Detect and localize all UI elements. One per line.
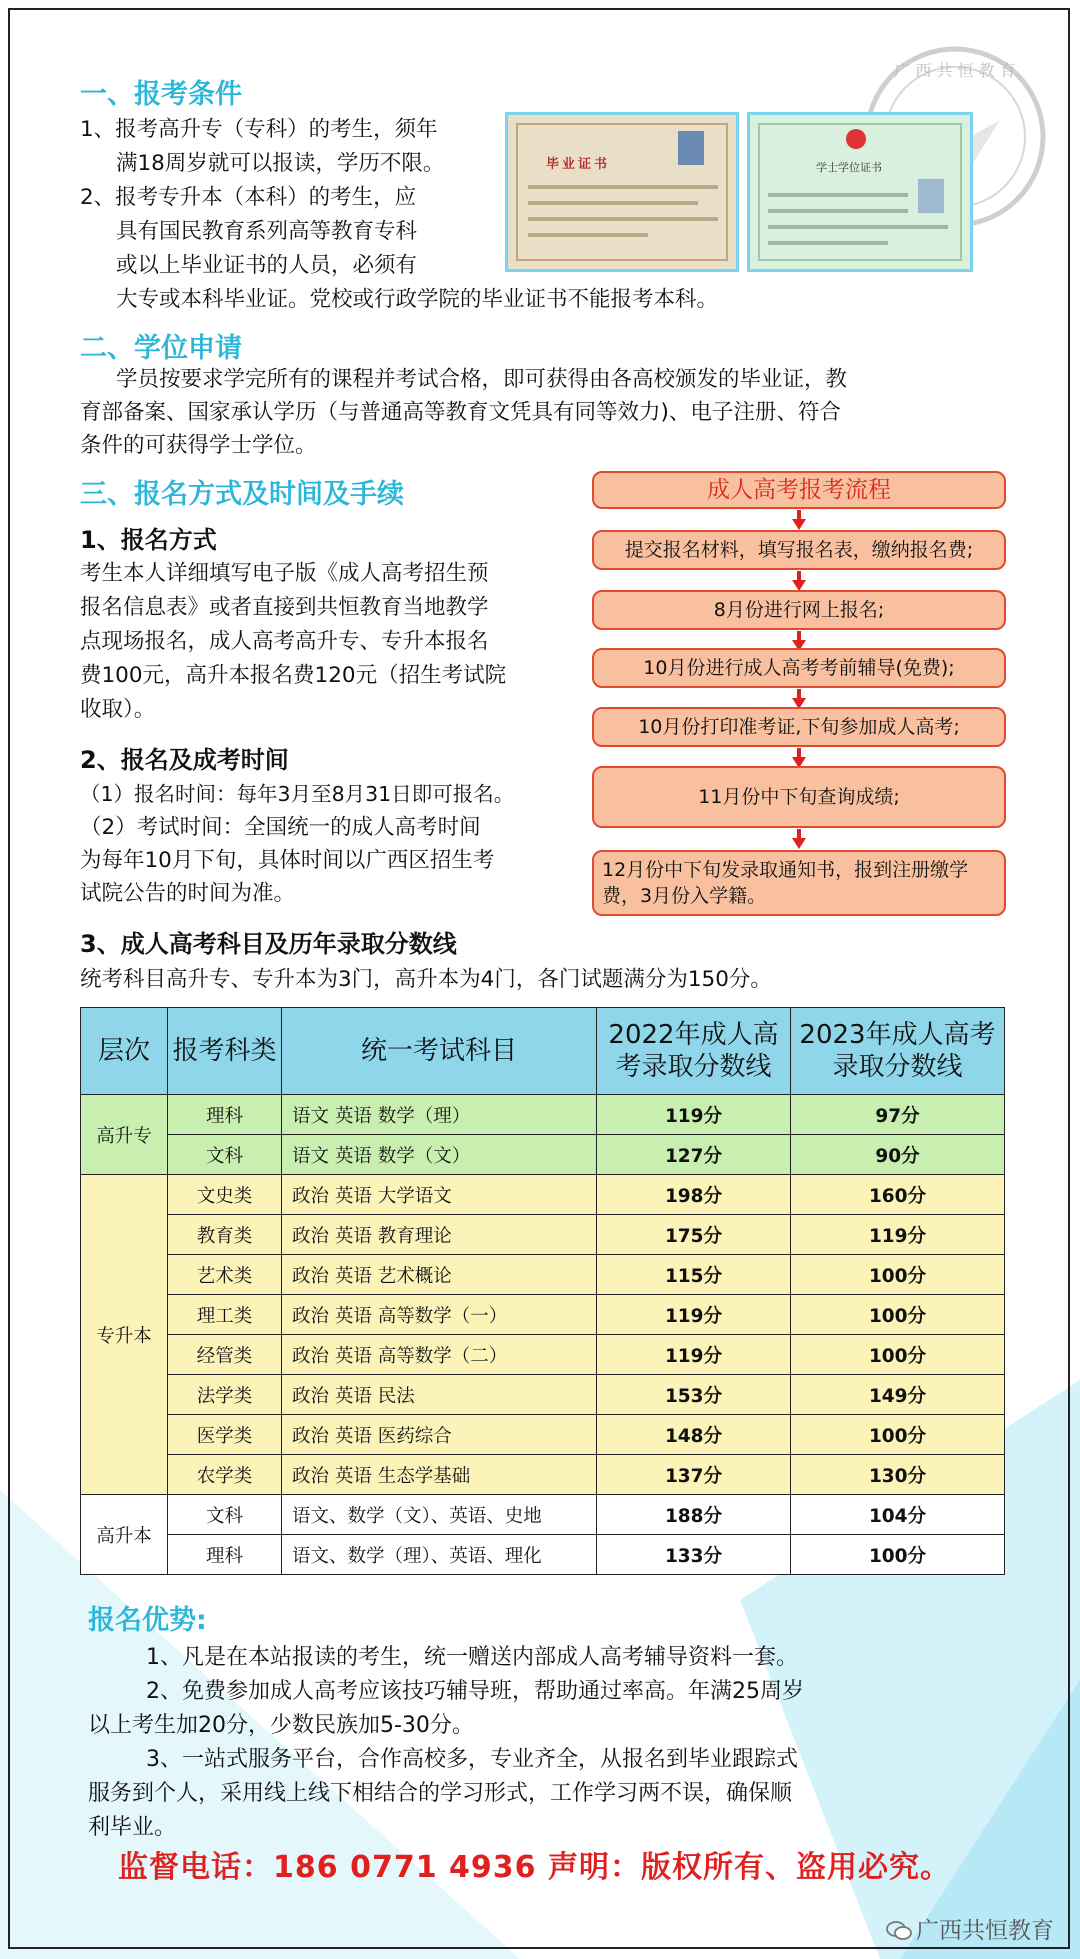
adv-line-4: 3、一站式服务平台，合作高校多，专业齐全，从报名到毕业跟踪式 [146,1747,798,1772]
section2-line-2: 育部备案、国家承认学历（与普通高等教育文凭具有同等效力)、电子注册、符合 [80,400,841,425]
flow-arrow-icon [792,510,806,530]
section1-heading: 一、报考条件 [80,79,242,110]
cell-score-2022: 127分 [597,1135,791,1175]
cell-category: 文科 [168,1135,282,1175]
flow-title: 成人高考报考流程 [592,471,1006,509]
cell-category: 理工类 [168,1295,282,1335]
section2-line-1: 学员按要求学完所有的课程并考试合格，即可获得由各高校颁发的毕业证，教 [116,367,848,392]
cell-subjects: 语文 英语 数学（文） [282,1135,597,1175]
section1-line-3: 2、报考专升本（本科）的考生，应 [80,185,417,210]
cell-score-2022: 148分 [597,1415,791,1455]
cell-category: 法学类 [168,1375,282,1415]
cell-subjects: 政治 英语 民法 [282,1375,597,1415]
cell-score-2023: 119分 [791,1215,1005,1255]
cell-subjects: 语文、数学（文）、英语、史地 [282,1495,597,1535]
cell-subjects: 政治 英语 艺术概论 [282,1255,597,1295]
table-row [81,1175,1005,1215]
header-subjects: 统一考试科目 [282,1008,597,1095]
section1-line-4: 具有国民教育系列高等教育专科 [116,219,418,244]
cell-subjects: 政治 英语 生态学基础 [282,1455,597,1495]
group-gsb: 高升本 [81,1495,168,1575]
cell-category: 农学类 [168,1455,282,1495]
degree-title: 学士学位证书 [816,161,882,174]
sub2-line-2: （2）考试时间：全国统一的成人高考时间 [80,815,481,840]
cell-score-2022: 133分 [597,1535,791,1575]
cell-score-2023: 100分 [791,1415,1005,1455]
table-row [81,1535,1005,1575]
section3-heading: 三、报名方式及时间及手续 [80,479,404,510]
watermark-text: 广西共恒教育 [916,1918,1054,1944]
cell-score-2022: 153分 [597,1375,791,1415]
section3-sub3: 3、成人高考科目及历年录取分数线 [80,930,457,958]
adv-line-1: 1、凡是在本站报读的考生，统一赠送内部成人高考辅导资料一套。 [146,1645,798,1670]
header-2022: 2022年成人高考录取分数线 [597,1008,791,1095]
cell-score-2023: 97分 [791,1095,1005,1135]
cell-category: 文科 [168,1495,282,1535]
watermark [886,1912,1054,1945]
flow-step-2: 8月份进行网上报名; [592,590,1006,630]
diploma-title: 毕业证书 [546,157,611,172]
cell-category: 理科 [168,1535,282,1575]
section2-line-3: 条件的可获得学士学位。 [80,433,317,458]
header-level: 层次 [81,1008,168,1095]
flow-arrow-icon [792,571,806,591]
table-row [81,1415,1005,1455]
flow-step-1: 提交报名材料，填写报名表，缴纳报名费; [592,530,1006,570]
group-zsb: 专升本 [81,1175,168,1495]
wechat-icon [886,1921,912,1941]
hotline-statement: 监督电话：186 0771 4936 声明：版权所有、盗用必究。 [118,1850,951,1885]
flow-arrow-icon [792,689,806,709]
section3-sub2: 2、报名及成考时间 [80,746,289,774]
cell-score-2023: 100分 [791,1295,1005,1335]
cell-score-2022: 115分 [597,1255,791,1295]
header-category: 报考科类 [168,1008,282,1095]
cell-score-2022: 119分 [597,1295,791,1335]
cell-category: 艺术类 [168,1255,282,1295]
table-row [81,1375,1005,1415]
sub1-line-4: 费100元，高升本报名费120元（招生考试院 [80,663,507,688]
table-row [81,1215,1005,1255]
cell-score-2022: 175分 [597,1215,791,1255]
table-row [81,1455,1005,1495]
flow-arrow-icon [792,829,806,849]
table-row [81,1135,1005,1175]
flow-arrow-icon [792,748,806,768]
cell-category: 经管类 [168,1335,282,1375]
sub1-line-5: 收取）。 [80,697,156,722]
section2-heading: 二、学位申请 [80,333,242,364]
table-row [81,1495,1005,1535]
cell-score-2023: 104分 [791,1495,1005,1535]
table-header-row [81,1008,1005,1095]
cell-score-2023: 90分 [791,1135,1005,1175]
cell-subjects: 政治 英语 医药综合 [282,1415,597,1455]
degree-certificate-image [747,112,973,272]
adv-line-6: 利毕业。 [88,1815,177,1840]
table-row [81,1295,1005,1335]
cell-category: 文史类 [168,1175,282,1215]
sub2-line-4: 试院公告的时间为准。 [80,881,296,906]
cell-score-2023: 100分 [791,1535,1005,1575]
cell-score-2023: 100分 [791,1335,1005,1375]
flow-step-3: 10月份进行成人高考考前辅导(免费); [592,648,1006,688]
header-2023: 2023年成人高考录取分数线 [791,1008,1005,1095]
flow-step-5: 11月份中下旬查询成绩; [592,766,1006,828]
cell-score-2023: 130分 [791,1455,1005,1495]
section1-line-6: 大专或本科毕业证。党校或行政学院的毕业证书不能报考本科。 [116,287,719,312]
sub1-line-2: 报名信息表》或者直接到共恒教育当地教学 [80,595,489,620]
adv-line-3: 以上考生加20分，少数民族加5-30分。 [88,1713,474,1738]
cell-score-2022: 137分 [597,1455,791,1495]
svg-text:广 西 共 恒 教 育: 广 西 共 恒 教 育 [894,61,1016,80]
section1-line-1: 1、报考高升专（专科）的考生，须年 [80,117,438,142]
cell-score-2022: 119分 [597,1335,791,1375]
table-row [81,1255,1005,1295]
cell-category: 理科 [168,1095,282,1135]
cell-subjects: 政治 英语 高等数学（一） [282,1295,597,1335]
sub3-note: 统考科目高升专、专升本为3门，高升本为4门，各门试题满分为150分。 [80,967,772,992]
cell-subjects: 语文、数学（理）、英语、理化 [282,1535,597,1575]
section1-line-2: 满18周岁就可以报读，学历不限。 [116,151,445,176]
advantages-heading: 报名优势: [88,1605,207,1636]
cell-score-2023: 160分 [791,1175,1005,1215]
adv-line-5: 服务到个人，采用线上线下相结合的学习形式，工作学习两不误，确保顺 [88,1781,793,1806]
cell-subjects: 政治 英语 大学语文 [282,1175,597,1215]
cell-score-2023: 149分 [791,1375,1005,1415]
cell-subjects: 语文 英语 数学（理） [282,1095,597,1135]
table-row [81,1095,1005,1135]
cell-category: 教育类 [168,1215,282,1255]
cell-subjects: 政治 英语 高等数学（二） [282,1335,597,1375]
section1-line-5: 或以上毕业证书的人员，必须有 [116,253,418,278]
score-table [80,1007,1005,1575]
sub1-line-1: 考生本人详细填写电子版《成人高考招生预 [80,561,489,586]
section3-sub1: 1、报名方式 [80,526,217,554]
table-row [81,1335,1005,1375]
cell-score-2022: 119分 [597,1095,791,1135]
sub2-line-3: 为每年10月下旬，具体时间以广西区招生考 [80,848,495,873]
sub2-line-1: （1）报名时间：每年3月至8月31日即可报名。 [80,782,515,806]
cell-subjects: 政治 英语 教育理论 [282,1215,597,1255]
cell-score-2022: 198分 [597,1175,791,1215]
group-gsz: 高升专 [81,1095,168,1175]
cell-score-2022: 188分 [597,1495,791,1535]
adv-line-2: 2、免费参加成人高考应该技巧辅导班，帮助通过率高。年满25周岁 [146,1679,804,1704]
sub1-line-3: 点现场报名，成人高考高升专、专升本报名 [80,629,489,654]
cell-score-2023: 100分 [791,1255,1005,1295]
flow-step-4: 10月份打印准考证,下旬参加成人高考; [592,707,1006,747]
flow-step-6: 12月份中下旬发录取通知书，报到注册缴学费，3月份入学籍。 [592,850,1006,916]
diploma-image [505,112,739,272]
cell-category: 医学类 [168,1415,282,1455]
